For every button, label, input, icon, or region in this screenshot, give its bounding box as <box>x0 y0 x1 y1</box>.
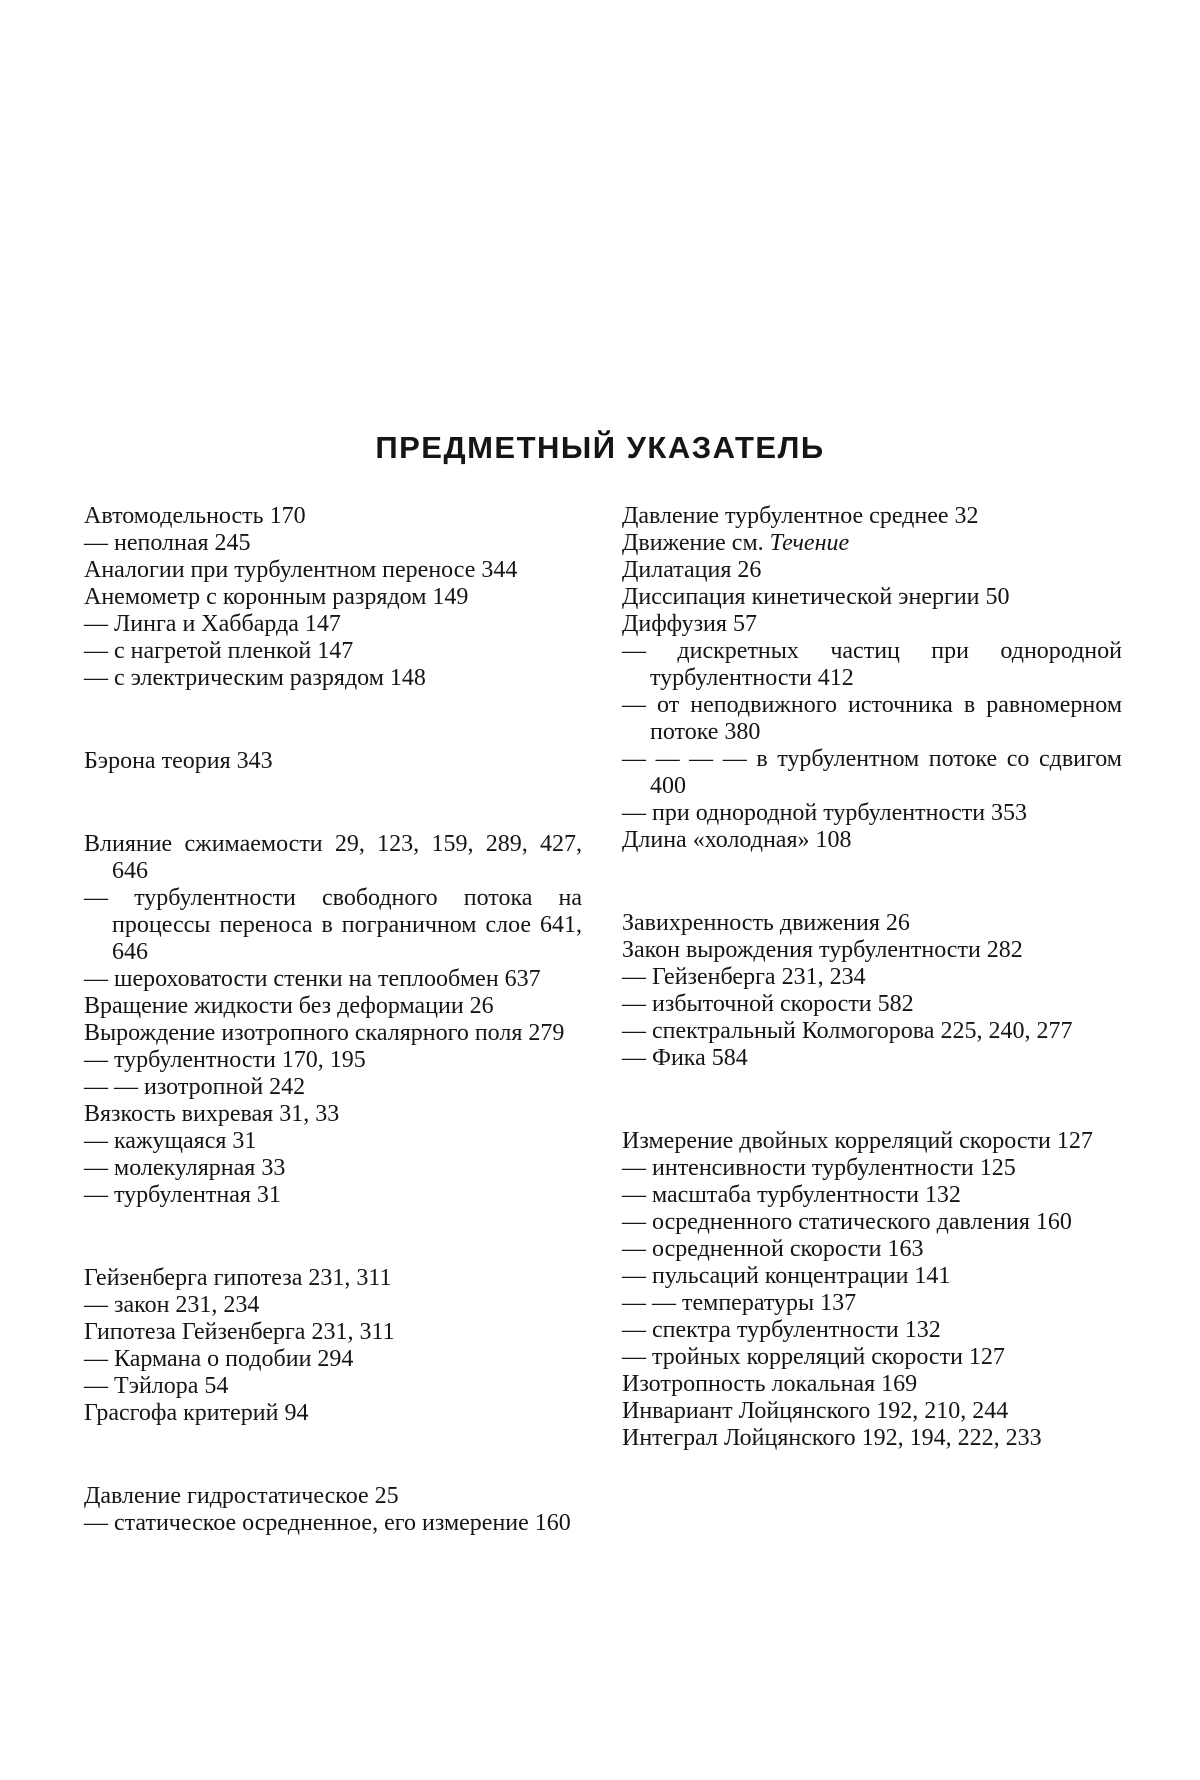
index-entry: — осредненной скорости 163 <box>622 1236 924 1262</box>
index-section-g <box>84 1265 582 1427</box>
index-entry: Влияние сжимаемости 29, 123, 159, 289, 427, 646 <box>84 831 582 884</box>
index-entry: — — — — в турбулентном потоке со сдвигом 400 <box>622 746 1122 799</box>
index-entry: Гейзенберга гипотеза 231, 311 <box>84 1265 392 1291</box>
index-entry: — при однородной турбулентности 353 <box>622 800 1028 826</box>
index-entry: — турбулентности 170, 195 <box>84 1047 366 1073</box>
index-entry: Инвариант Лойцянского 192, 210, 244 <box>622 1398 1009 1424</box>
index-entry: Вырождение изотропного скалярного поля 279 <box>84 1020 565 1046</box>
index-entry: — дискретных частиц при однородной турбулентности 412 <box>622 638 1122 691</box>
index-entry: — молекулярная 33 <box>84 1155 286 1181</box>
index-section-i <box>622 1128 1122 1452</box>
index-entry: — спектральный Колмогорова 225, 240, 277 <box>622 1018 1073 1044</box>
index-entry: Вязкость вихревая 31, 33 <box>84 1101 340 1127</box>
index-entry: Давление гидростатическое 25 <box>84 1483 399 1509</box>
index-entry: — шероховатости стенки на теплообмен 637 <box>84 966 541 992</box>
index-entry: — неполная 245 <box>84 530 251 556</box>
index-entry: Диссипация кинетической энергии 50 <box>622 584 1010 610</box>
index-section-d <box>84 1483 582 1537</box>
index-entry: — турбулентная 31 <box>84 1182 281 1208</box>
index-entry: — — температуры 137 <box>622 1290 857 1316</box>
index-entry: Давление турбулентное среднее 32 <box>622 503 979 529</box>
index-entry: — с электрическим разрядом 148 <box>84 665 426 691</box>
index-entry: — кажущаяся 31 <box>84 1128 257 1154</box>
index-entry: — статическое осредненное, его измерение 160 <box>84 1510 571 1536</box>
index-entry: Аналогии при турбулентном переносе 344 <box>84 557 518 583</box>
index-entry: — Линга и Хаббарда 147 <box>84 611 341 637</box>
cross-reference-target: Течение <box>769 530 850 556</box>
index-entry: — Фика 584 <box>622 1045 748 1071</box>
index-section-a <box>84 503 582 692</box>
index-entry: — спектра турбулентности 132 <box>622 1317 941 1343</box>
index-entry: Длина «холодная» 108 <box>622 827 852 853</box>
index-section-v <box>84 831 582 1209</box>
index-entry: Дилатация 26 <box>622 557 762 583</box>
index-entry: Завихренность движения 26 <box>622 910 910 936</box>
index-entry: Анемометр с коронным разрядом 149 <box>84 584 469 610</box>
index-entry: Изотропность локальная 169 <box>622 1371 918 1397</box>
index-entry: — осредненного статического давления 160 <box>622 1209 1072 1235</box>
index-section-d-cont <box>622 503 1122 854</box>
index-entry: Бэрона теория 343 <box>84 748 273 774</box>
index-entry: Диффузия 57 <box>622 611 757 637</box>
index-entry: Интеграл Лойцянского 192, 194, 222, 233 <box>622 1425 1042 1451</box>
index-entry-cross-reference <box>622 530 1122 557</box>
page-title: ПРЕДМЕТНЫЙ УКАЗАТЕЛЬ <box>375 430 825 465</box>
index-entry: — — изотропной 242 <box>84 1074 306 1100</box>
index-entry: — Тэйлора 54 <box>84 1373 229 1399</box>
index-entry: — избыточной скорости 582 <box>622 991 914 1017</box>
index-entry: Грасгофа критерий 94 <box>84 1400 309 1426</box>
index-entry: — масштаба турбулентности 132 <box>622 1182 961 1208</box>
index-column-left <box>84 503 582 1537</box>
index-section-b <box>84 748 582 775</box>
index-entry: — закон 231, 234 <box>84 1292 260 1318</box>
index-entry: Автомодельность 170 <box>84 503 306 529</box>
index-section-z <box>622 910 1122 1072</box>
index-entry: — пульсаций концентрации 141 <box>622 1263 951 1289</box>
index-column-right <box>622 503 1122 1452</box>
cross-reference-label: Движение см. <box>622 530 764 556</box>
index-entry: — интенсивности турбулентности 125 <box>622 1155 1016 1181</box>
index-entry: Закон вырождения турбулентности 282 <box>622 937 1023 963</box>
index-entry: — с нагретой пленкой 147 <box>84 638 354 664</box>
index-entry: — тройных корреляций скорости 127 <box>622 1344 1005 1370</box>
index-entry: Вращение жидкости без деформации 26 <box>84 993 494 1019</box>
index-entry: Гипотеза Гейзенберга 231, 311 <box>84 1319 395 1345</box>
index-entry: — Гейзенберга 231, 234 <box>622 964 866 990</box>
index-entry: Измерение двойных корреляций скорости 127 <box>622 1128 1093 1154</box>
index-entry: — турбулентности свободного потока на процессы переноса в пограничном слое 641, 646 <box>84 885 582 965</box>
index-entry: — от неподвижного источника в равномерном потоке 380 <box>622 692 1122 745</box>
index-entry: — Кармана о подобии 294 <box>84 1346 354 1372</box>
